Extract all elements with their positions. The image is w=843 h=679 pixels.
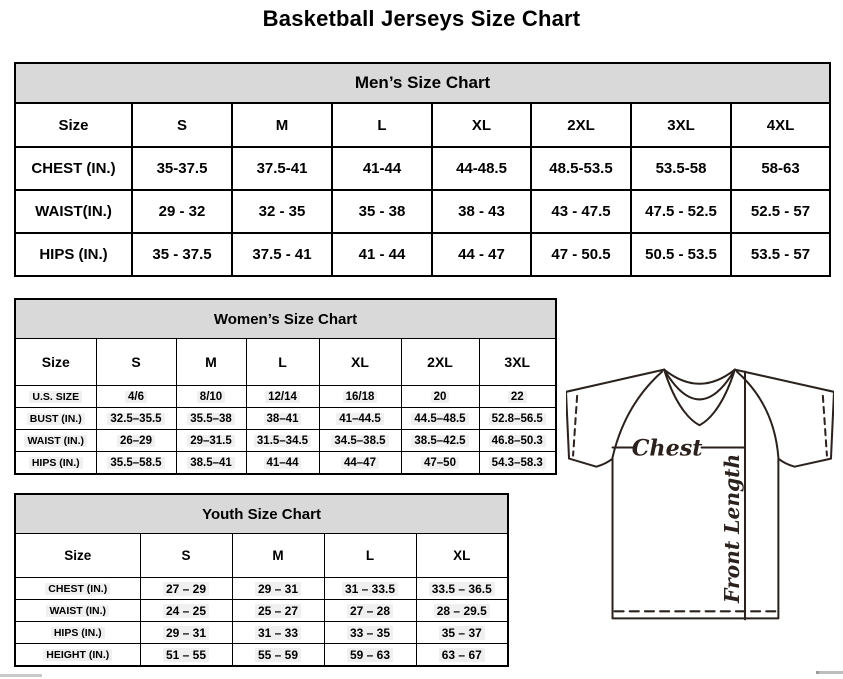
women-us-size-row [15,386,556,408]
size-value-cell: 27 – 28 [324,600,416,622]
youth-size-table [14,493,509,667]
women-bust-row [15,408,556,430]
jersey-collar [664,370,735,384]
size-value-cell: 29 - 32 [132,190,232,233]
size-value-cell: 37.5-41 [232,147,332,190]
men-table-title: Men’s Size Chart [15,63,830,103]
size-value-cell: 46.8–50.3 [479,430,556,452]
size-value-cell: 47 - 50.5 [531,233,631,276]
size-value-cell: 22 [479,386,556,408]
men-size-table [14,62,831,277]
size-column-header: XL [432,103,531,147]
size-value-cell: 28 – 29.5 [416,600,508,622]
size-value-cell: 41-44 [332,147,432,190]
size-value-cell: 58-63 [731,147,830,190]
size-column-header: S [140,534,232,578]
size-value-cell: 59 – 63 [324,644,416,667]
measurement-label: HEIGHT (IN.) [15,644,140,667]
size-value-cell: 47.5 - 52.5 [631,190,731,233]
size-value-cell: 20 [401,386,479,408]
size-column-header: Size [15,339,96,386]
size-value-cell: 44–47 [319,452,401,475]
size-value-cell: 8/10 [176,386,246,408]
size-value-cell: 44.5–48.5 [401,408,479,430]
women-waist-row [15,430,556,452]
size-value-cell: 27 – 29 [140,578,232,600]
men-chest-row [15,147,830,190]
size-value-cell: 48.5-53.5 [531,147,631,190]
size-value-cell: 38–41 [246,408,319,430]
size-column-header: L [246,339,319,386]
size-value-cell: 38.5–42.5 [401,430,479,452]
size-value-cell: 53.5-58 [631,147,731,190]
size-value-cell: 53.5 - 57 [731,233,830,276]
women-table-title: Women’s Size Chart [15,299,556,339]
size-value-cell: 35.5–38 [176,408,246,430]
size-value-cell: 29 – 31 [232,578,324,600]
size-value-cell: 50.5 - 53.5 [631,233,731,276]
measurement-label: HIPS (IN.) [15,452,96,475]
measurement-label: HIPS (IN.) [15,622,140,644]
size-value-cell: 26–29 [96,430,176,452]
size-value-cell: 35 – 37 [416,622,508,644]
size-column-header: 4XL [731,103,830,147]
youth-height-row [15,644,508,667]
size-value-cell: 32.5–35.5 [96,408,176,430]
cuff-stitch-line [573,396,577,456]
size-value-cell: 31.5–34.5 [246,430,319,452]
size-value-cell: 52.8–56.5 [479,408,556,430]
size-value-cell: 41 - 44 [332,233,432,276]
size-value-cell: 29–31.5 [176,430,246,452]
measurement-label: WAIST (IN.) [15,600,140,622]
size-value-cell: 43 - 47.5 [531,190,631,233]
youth-hips-row [15,622,508,644]
size-value-cell: 41–44.5 [319,408,401,430]
size-column-header: M [232,103,332,147]
men-header-row [15,103,830,147]
scrollbar-fragment[interactable] [0,674,42,677]
size-value-cell: 33 – 35 [324,622,416,644]
size-value-cell: 25 – 27 [232,600,324,622]
size-value-cell: 38.5–41 [176,452,246,475]
measurement-label: CHEST (IN.) [15,147,132,190]
size-value-cell: 35 - 38 [332,190,432,233]
front-length-label: Front Length [719,453,744,603]
size-value-cell: 4/6 [96,386,176,408]
men-waist-row [15,190,830,233]
size-value-cell: 55 – 59 [232,644,324,667]
size-value-cell: 63 – 67 [416,644,508,667]
women-hips-row [15,452,556,475]
youth-table-title: Youth Size Chart [15,494,508,534]
size-column-header: 3XL [631,103,731,147]
size-value-cell: 33.5 – 36.5 [416,578,508,600]
size-column-header: XL [319,339,401,386]
size-value-cell: 34.5–38.5 [319,430,401,452]
scrollbar-fragment[interactable] [816,671,843,674]
size-value-cell: 31 – 33 [232,622,324,644]
youth-chest-row [15,578,508,600]
size-column-header: M [176,339,246,386]
measurement-label: WAIST(IN.) [15,190,132,233]
size-column-header: L [324,534,416,578]
size-value-cell: 24 – 25 [140,600,232,622]
measurement-label: BUST (IN.) [15,408,96,430]
size-column-header: 3XL [479,339,556,386]
size-value-cell: 38 - 43 [432,190,531,233]
women-size-table [14,298,557,475]
size-value-cell: 32 - 35 [232,190,332,233]
size-value-cell: 35.5–58.5 [96,452,176,475]
chest-label: Chest [631,435,703,462]
size-value-cell: 31 – 33.5 [324,578,416,600]
measurement-label: U.S. SIZE [15,386,96,408]
size-column-header: Size [15,534,140,578]
size-value-cell: 37.5 - 41 [232,233,332,276]
jersey-armhole-seam [737,372,778,458]
page-title: Basketball Jerseys Size Chart [262,6,581,31]
jersey-measurement-diagram [566,364,834,626]
size-value-cell: 35-37.5 [132,147,232,190]
women-header-row [15,339,556,386]
size-column-header: S [96,339,176,386]
size-value-cell: 29 – 31 [140,622,232,644]
size-value-cell: 51 – 55 [140,644,232,667]
youth-header-row [15,534,508,578]
cuff-stitch-line [823,396,827,456]
size-column-header: L [332,103,432,147]
size-value-cell: 47–50 [401,452,479,475]
youth-waist-row [15,600,508,622]
jersey-outline [566,370,834,619]
size-value-cell: 44-48.5 [432,147,531,190]
size-value-cell: 54.3–58.3 [479,452,556,475]
measurement-label: CHEST (IN.) [15,578,140,600]
men-hips-row [15,233,830,276]
size-column-header: Size [15,103,132,147]
size-value-cell: 35 - 37.5 [132,233,232,276]
size-column-header: XL [416,534,508,578]
size-value-cell: 52.5 - 57 [731,190,830,233]
measurement-label: WAIST (IN.) [15,430,96,452]
measurement-label: HIPS (IN.) [15,233,132,276]
size-column-header: S [132,103,232,147]
size-value-cell: 41–44 [246,452,319,475]
size-column-header: 2XL [401,339,479,386]
size-value-cell: 12/14 [246,386,319,408]
size-column-header: 2XL [531,103,631,147]
size-column-header: M [232,534,324,578]
size-value-cell: 44 - 47 [432,233,531,276]
size-value-cell: 16/18 [319,386,401,408]
